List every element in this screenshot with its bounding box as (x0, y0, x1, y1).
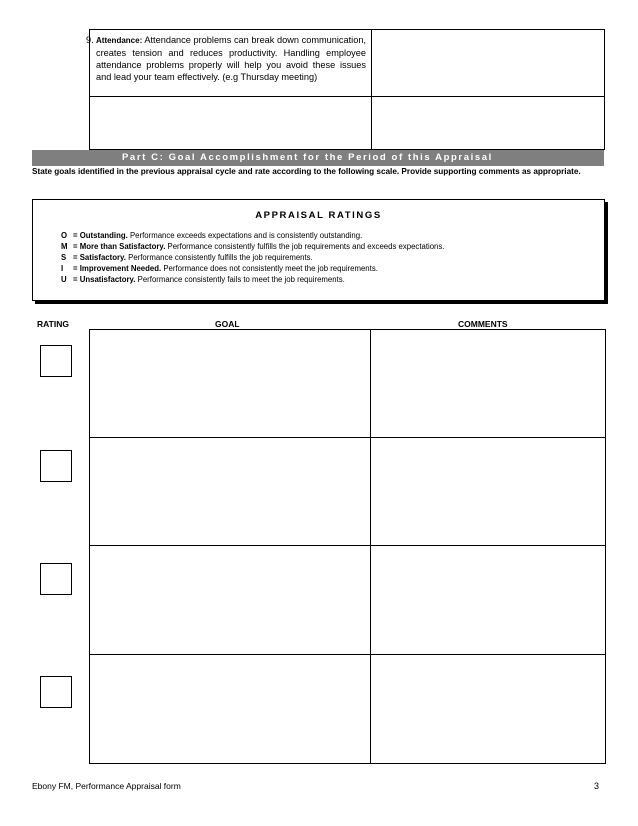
comments-field-4[interactable] (373, 657, 603, 761)
rating-description: Performance exceeds expectations and is consistently outstanding. (127, 231, 363, 240)
rating-description: Performance does not consistently meet the job requirements. (161, 264, 378, 273)
appraisal-ratings-title: APPRAISAL RATINGS (255, 210, 382, 221)
rating-label: = More than Satisfactory. (73, 242, 166, 251)
goal-field-2[interactable] (92, 440, 368, 542)
rating-description: Performance consistently fulfills the job requirements. (125, 253, 313, 262)
item9-rating-cell[interactable] (371, 29, 605, 97)
goal-field-3[interactable] (92, 548, 368, 651)
goals-row-divider (89, 654, 606, 655)
rating-column-header: RATING (37, 319, 69, 329)
rating-box-3[interactable] (40, 563, 72, 595)
comments-column-header: COMMENTS (458, 319, 508, 329)
goal-field-1[interactable] (92, 332, 368, 434)
goal-column-header: GOAL (215, 319, 240, 329)
rating-definition (61, 252, 313, 263)
goal-field-4[interactable] (92, 657, 368, 761)
comments-field-3[interactable] (373, 548, 603, 651)
page-number: 3 (594, 781, 600, 791)
item9-number: 9. (86, 35, 94, 45)
empty-row-right-cell[interactable] (371, 96, 605, 150)
rating-description: Performance consistently fulfills the job requirements and exceeds expectations. (165, 242, 445, 251)
empty-row-left-cell (89, 96, 372, 150)
goals-row-divider (89, 545, 606, 546)
rating-definition (61, 241, 444, 252)
rating-code: I (61, 264, 64, 273)
comments-field-2[interactable] (373, 440, 603, 542)
footer-document-title: Ebony FM, Performance Appraisal form (32, 781, 181, 791)
rating-label: = Satisfactory. (73, 253, 126, 262)
appraisal-ratings-box (32, 199, 605, 301)
rating-label: = Improvement Needed. (73, 264, 162, 273)
part-c-header: Part C: Goal Accomplishment for the Period of this Appraisal (32, 150, 604, 166)
rating-label: = Unsatisfactory. (73, 275, 136, 284)
rating-box-1[interactable] (40, 345, 72, 377)
rating-code: M (61, 242, 68, 251)
rating-code: S (61, 253, 67, 262)
item9-description: Attendance problems can break down communication, creates tension and reduces productivity. Handling employee attendance problems properly will help you avoid these issues and lead your team effectively. (e.g Thursday meeting) (96, 35, 366, 82)
rating-code: U (61, 275, 67, 284)
goals-table-divider (370, 329, 371, 764)
rating-definition (61, 230, 362, 241)
rating-description: Performance consistently fails to meet the job requirements. (135, 275, 345, 284)
rating-box-4[interactable] (40, 676, 72, 708)
comments-field-1[interactable] (373, 332, 603, 434)
rating-box-2[interactable] (40, 450, 72, 482)
rating-code: O (61, 231, 68, 240)
item9-text (86, 34, 366, 83)
rating-definition (61, 274, 345, 285)
goals-row-divider (89, 437, 606, 438)
rating-definition (61, 263, 378, 274)
item9-heading: Attendance: (96, 36, 143, 45)
rating-label: = Outstanding. (73, 231, 128, 240)
part-c-instructions: State goals identified in the previous appraisal cycle and rate according to the following scale. Provide supporting comments as appropriate. (32, 167, 581, 176)
